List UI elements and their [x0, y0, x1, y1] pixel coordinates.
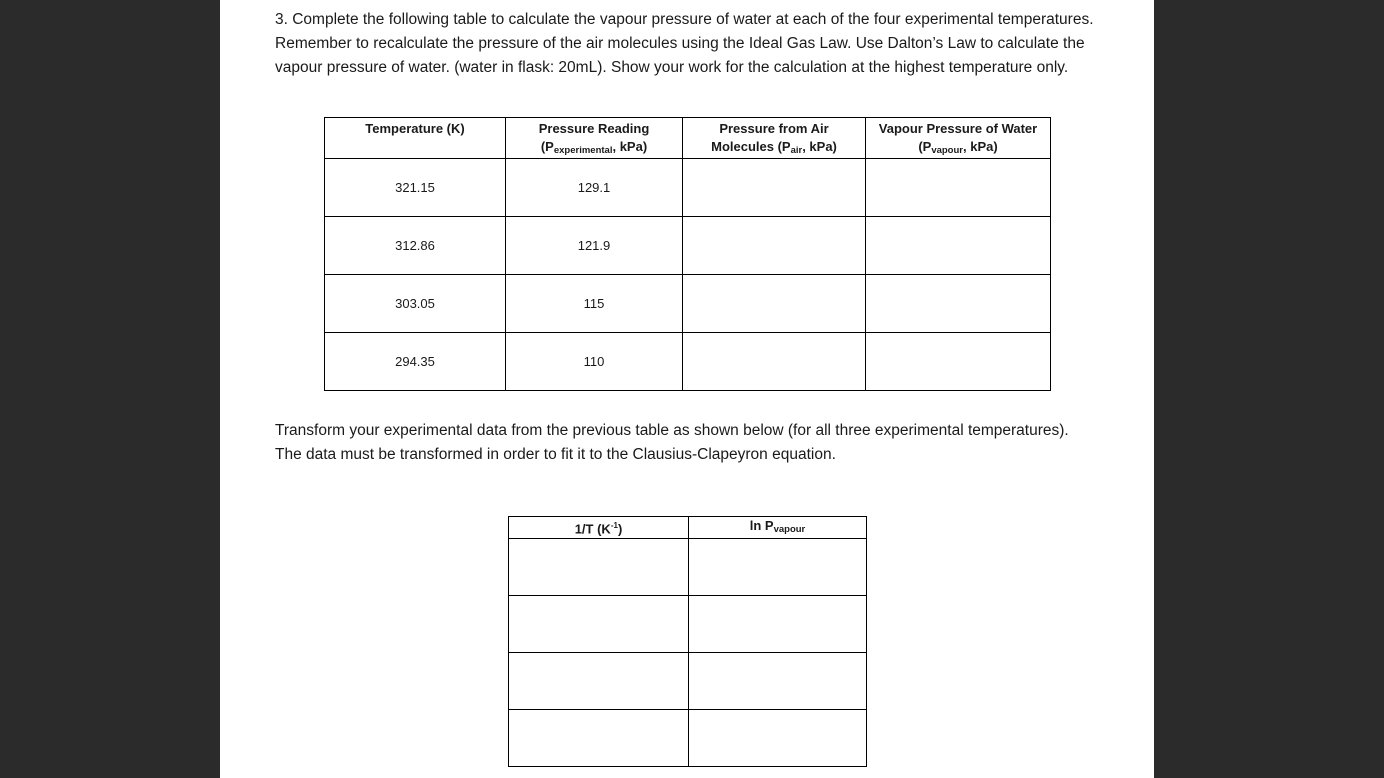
header-pressure-reading — [506, 118, 683, 159]
cell-vapour-pressure[interactable] — [866, 275, 1051, 333]
cell-pressure-air[interactable] — [683, 159, 866, 217]
header-pressure-reading-open: (P — [540, 139, 554, 154]
cell-pressure-air[interactable] — [683, 333, 866, 391]
header-temperature — [325, 118, 506, 159]
cell-inverse-temperature[interactable] — [509, 596, 689, 653]
cell-inverse-temperature[interactable] — [509, 539, 689, 596]
cell-vapour-pressure[interactable] — [866, 333, 1051, 391]
cell-ln-pvapour[interactable] — [689, 539, 867, 596]
header-inverse-temperature — [509, 517, 689, 539]
table-row — [325, 333, 1051, 391]
table-row — [325, 159, 1051, 217]
cell-temperature: 312.86 — [325, 217, 506, 275]
header-pressure-air-sub: air — [790, 145, 803, 156]
cell-ln-pvapour[interactable] — [689, 596, 867, 653]
cell-vapour-pressure[interactable] — [866, 217, 1051, 275]
header-pressure-air-open: Molecules (P — [711, 139, 791, 154]
header-pressure-reading-sub: experimental — [553, 145, 613, 156]
document-page — [220, 0, 1154, 778]
table-row — [509, 596, 867, 653]
header-inv-t-base: 1/T (K — [574, 521, 611, 537]
header-vapour-close: , kPa) — [963, 139, 998, 154]
table-row — [509, 539, 867, 596]
header-inv-t-close: ) — [617, 521, 623, 537]
table-row — [509, 653, 867, 710]
cell-pressure-reading: 110 — [506, 333, 683, 391]
table-row — [325, 275, 1051, 333]
vapour-pressure-table — [324, 117, 1051, 391]
header-pressure-reading-close: , kPa) — [612, 139, 648, 154]
cell-temperature: 294.35 — [325, 333, 506, 391]
question-text: 3. Complete the following table to calculate the vapour pressure of water at each of the four experimental temperatures. Remember to recalculate the pressure of the air molecules using the Ideal Gas Law. Use Dalton’s Law to calculate the vapour pressure of water. (water in flask: 20mL). Show your work for the calculation at the highest temperature only. — [275, 11, 1094, 76]
table-row — [325, 217, 1051, 275]
transform-instructions: Transform your experimental data from the previous table as shown below (for all three experimental temperatures). The data must be transformed in order to fit it to the Clausius-Clapeyron equation. — [275, 422, 1069, 463]
cell-inverse-temperature[interactable] — [509, 710, 689, 767]
header-vapour-sub: vapour — [931, 145, 963, 156]
header-pressure-air — [683, 118, 866, 159]
cell-inverse-temperature[interactable] — [509, 653, 689, 710]
header-vapour-line1: Vapour Pressure of Water — [878, 121, 1038, 136]
header-inv-t-sup: -1 — [610, 521, 618, 530]
cell-pressure-reading: 129.1 — [506, 159, 683, 217]
cell-pressure-reading: 121.9 — [506, 217, 683, 275]
header-pressure-air-close: , kPa) — [802, 139, 837, 154]
header-vapour-pressure — [866, 118, 1051, 159]
transform-header-row — [509, 517, 867, 539]
header-pressure-reading-line1: Pressure Reading — [538, 121, 650, 136]
table-header-row — [325, 118, 1051, 159]
table-row — [509, 710, 867, 767]
cell-ln-pvapour[interactable] — [689, 710, 867, 767]
cell-temperature: 303.05 — [325, 275, 506, 333]
cell-temperature: 321.15 — [325, 159, 506, 217]
header-pressure-air-line1: Pressure from Air — [719, 121, 829, 136]
header-temperature-label: Temperature (K) — [365, 121, 465, 136]
cell-pressure-reading: 115 — [506, 275, 683, 333]
clausius-clapeyron-table — [508, 516, 867, 767]
header-ln-p-base: ln P — [749, 518, 774, 533]
header-ln-p-sub: vapour — [773, 524, 806, 535]
header-ln-pvapour — [689, 517, 867, 539]
cell-ln-pvapour[interactable] — [689, 653, 867, 710]
header-vapour-open: (P — [918, 139, 932, 154]
cell-vapour-pressure[interactable] — [866, 159, 1051, 217]
cell-pressure-air[interactable] — [683, 217, 866, 275]
cell-pressure-air[interactable] — [683, 275, 866, 333]
